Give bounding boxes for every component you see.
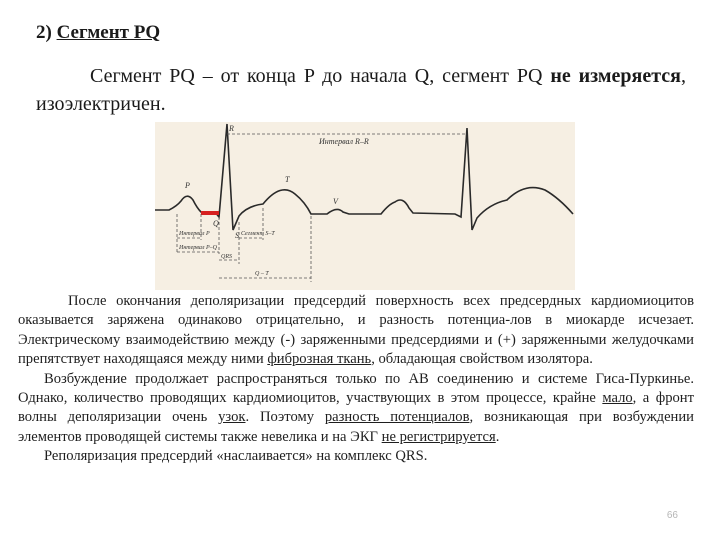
paragraph-conduction [18, 370, 694, 448]
p2-underline-narrow: узок [218, 409, 246, 426]
label-s: S [235, 231, 239, 240]
intro-bold: не измеряется [550, 65, 681, 87]
label-p: P [185, 181, 190, 190]
label-t: T [285, 175, 290, 184]
p2-d: , возникающая при возбуждении элементов проводящей системы также невелика и на ЭКГ [18, 409, 694, 445]
label-q: Q [213, 219, 219, 228]
intro-paragraph [36, 62, 686, 118]
body-text [18, 292, 694, 467]
label-pq: Интервал P–Q [179, 245, 217, 251]
intro-text-2: , изоэлектричен. [36, 65, 686, 115]
p1-underline-fibrous: фиброзная ткань [267, 351, 372, 368]
p1-text: После окончания деполяризации предсердий поверхность всех предсердных кардиомиоцитов оказывается заряжена одинаково отрицательно, и разность потенциа-лов в миокарде исчезает. Электрическому взаимодействию между (-) заряженными предсердиями и (+) заряженными желудочками препятствует находящаяся между ними [18, 293, 694, 368]
label-qt: Q – T [255, 271, 269, 277]
label-st: Сегмент S–T [241, 231, 275, 237]
p2-c: . Поэтому [245, 409, 325, 426]
p2-underline-few: мало [602, 390, 633, 407]
p2-b: , а фронт волны деполяризации очень [18, 390, 694, 426]
paragraph-depolarization [18, 292, 694, 370]
heading-number: 2) [36, 22, 52, 43]
p2-a: Возбуждение продолжает распространяться только по АВ соединению и системе Гиса-Пуркинье. Однако, количество проводящих кардиомиоцитов, участвующих в этом процессе, крайне [18, 370, 694, 407]
paragraph-repolarization: Реполяризация предсердий «наслаивается» на комплекс QRS. [44, 448, 428, 465]
ecg-figure [155, 122, 575, 290]
p2-underline-not-registered: не регистрируется [381, 428, 496, 445]
slide-heading [36, 22, 160, 44]
heading-title: Сегмент PQ [56, 22, 161, 43]
p2-e: . [495, 428, 500, 445]
label-v: V [333, 197, 338, 206]
label-p-interval: Интервал P [179, 231, 210, 237]
p1-end: , обладающая свойством изолятора. [371, 351, 593, 368]
label-rr: Интервал R–R [319, 137, 369, 146]
label-qrs: QRS [221, 254, 232, 260]
intro-text-1: Сегмент PQ – от конца P до начала Q, сегмент PQ [90, 65, 551, 87]
ecg-background [155, 122, 575, 290]
label-r: R [229, 124, 234, 133]
p2-underline-potential: разность потенциалов [324, 409, 470, 426]
page-number: 66 [666, 510, 678, 521]
